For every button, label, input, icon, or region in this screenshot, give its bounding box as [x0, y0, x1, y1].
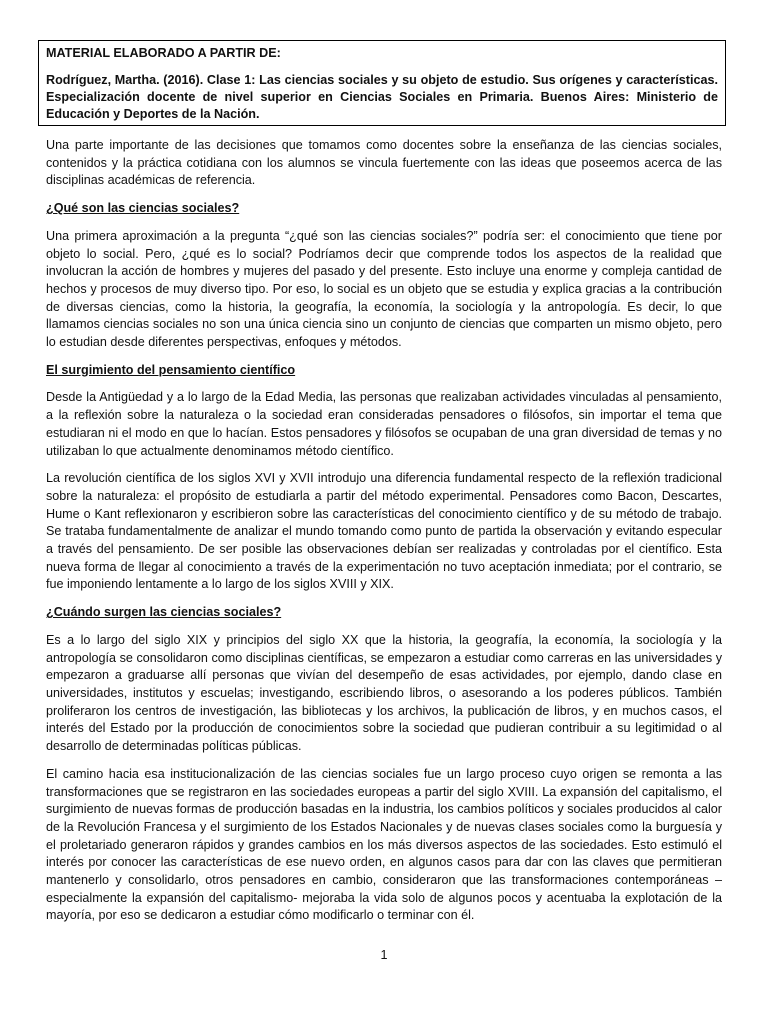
paragraph-que-son: Una primera aproximación a la pregunta “¿qué son las ciencias sociales?” podría ser: el conocimiento que tiene por objeto lo social. Pero, ¿qué es lo social? Podríamos decir que comprende todos los aspectos de la realidad que involucran la acción de hombres y mujeres del pasado y del presente. Esto incluye una enorme y compleja cantidad de hechos y procesos de muy diverso tipo. Por eso, lo social es un objeto que se estudia y explica gracias a la contribución de diversas ciencias, como la historia, la geografía, la economía, la sociología y la antropología. Es decir, lo que llamamos ciencias sociales no son una única ciencia sino un conjunto de ciencias que comparten un mismo objeto, pero lo estudian desde diferentes perspectivas, enfoques y métodos. — [46, 228, 722, 350]
intro-paragraph: Una parte importante de las decisiones que tomamos como docentes sobre la enseñanza de las ciencias sociales, contenidos y la práctica cotidiana con los alumnos se vincula fuertemente con las ideas que poseemos acerca de las disciplinas académicas de referencia. — [46, 138, 722, 188]
section-title-surgimiento: El surgimiento del pensamiento científico — [46, 362, 296, 377]
paragraph-revolucion-cientifica: La revolución científica de los siglos XVI y XVII introdujo una diferencia fundamental respecto de la reflexión tradicional sobre la naturaleza: el propósito de estudiarla a partir del método experimental. Pensadores como Bacon, Descartes, Hume o Kant reflexionaron y escribieron sobre las características del conocimiento científico y de su método de trabajo. Se trataba fundamentalmente de analizar el mundo tomando como punto de partida la observación y evitando especular a través del pensamiento. De ser posible las observaciones debían ser realizadas y controladas por el científico. Esta nueva forma de llegar al conocimiento a través de la experimentación no tuvo aceptación inmediata; por el contrario, se fue imponiendo lentamente a lo largo de los siglos XVIII y XIX. — [46, 471, 722, 592]
page-number: 1 — [380, 948, 388, 962]
source-heading: MATERIAL ELABORADO A PARTIR DE: — [46, 46, 281, 60]
source-citation-box — [38, 40, 726, 126]
paragraph-siglo-xix: Es a lo largo del siglo XIX y principios del siglo XX que la historia, la geografía, la economía, la sociología y la antropología se consolidaron como disciplinas científicas, se empezaron a estudiar como carreras en las universidades y empezaron a graduarse allí personas que vivían del desempeño de esas actividades, por ejemplo, dando clase en universidades, institutos y escuelas; investigando, escribiendo libros, o asesorando a los poderes públicos. También proliferaron los centros de investigación, las bibliotecas y los archivos, la publicación de libros, y en muchos casos, el interés del Estado por la producción de conocimientos sobre la sociedad que pudieran contribuir a su legitimidad o al desarrollo de determinadas políticas públicas. — [46, 632, 722, 754]
section-title-cuando-surgen: ¿Cuándo surgen las ciencias sociales? — [46, 605, 282, 620]
paragraph-antiguedad: Desde la Antigüedad y a lo largo de la Edad Media, las personas que realizaban actividades vinculadas al pensamiento, a la reflexión sobre la naturaleza o la sociedad eran consideradas pensadores o filósofos, sin importar el tema que estudiaran ni el modo en que lo hacían. Estos pensadores y filósofos se ocupaban de una gran diversidad de temas y no utilizaban lo que actualmente denominamos método científico. — [46, 390, 722, 458]
section-title-que-son: ¿Qué son las ciencias sociales? — [46, 201, 240, 216]
source-citation: Rodríguez, Martha. (2016). Clase 1: Las ciencias sociales y su objeto de estudio. Sus orígenes y características. Especialización docente de nivel superior en Ciencias Sociales en Primaria. Buenos Aires: Ministerio de Educación y Deportes de la Nación. — [46, 73, 718, 121]
paragraph-institucionalizacion: El camino hacia esa institucionalización de las ciencias sociales fue un largo proceso cuyo origen se remonta a las transformaciones que se registraron en las sociedades europeas a partir del siglo XVIII. La expansión del capitalismo, el surgimiento de nuevas formas de producción basadas en la industria, los cambios políticos y sociales producidos al calor de la Revolución Francesa y el surgimiento de los Estados Nacionales y de nuevas clases sociales como la burguesía y el proletariado generaron rápidos y grandes cambios en los más diversos aspectos de las sociedades. Esto estimuló el interés por conocer las características de ese nuevo orden, en algunos casos para dar con las claves que permitieran mantenerlo y consolidarlo, otros pensadores en cambio, consideraron que las transformaciones contemporáneas –especialmente la expansión del capitalismo- mejoraba la vida solo de algunos pocos y acentuaba la explotación de la mayoría, por eso se dedicaron a estudiar cómo modificarlo o terminar con él. — [46, 766, 722, 923]
document-body — [46, 137, 722, 935]
